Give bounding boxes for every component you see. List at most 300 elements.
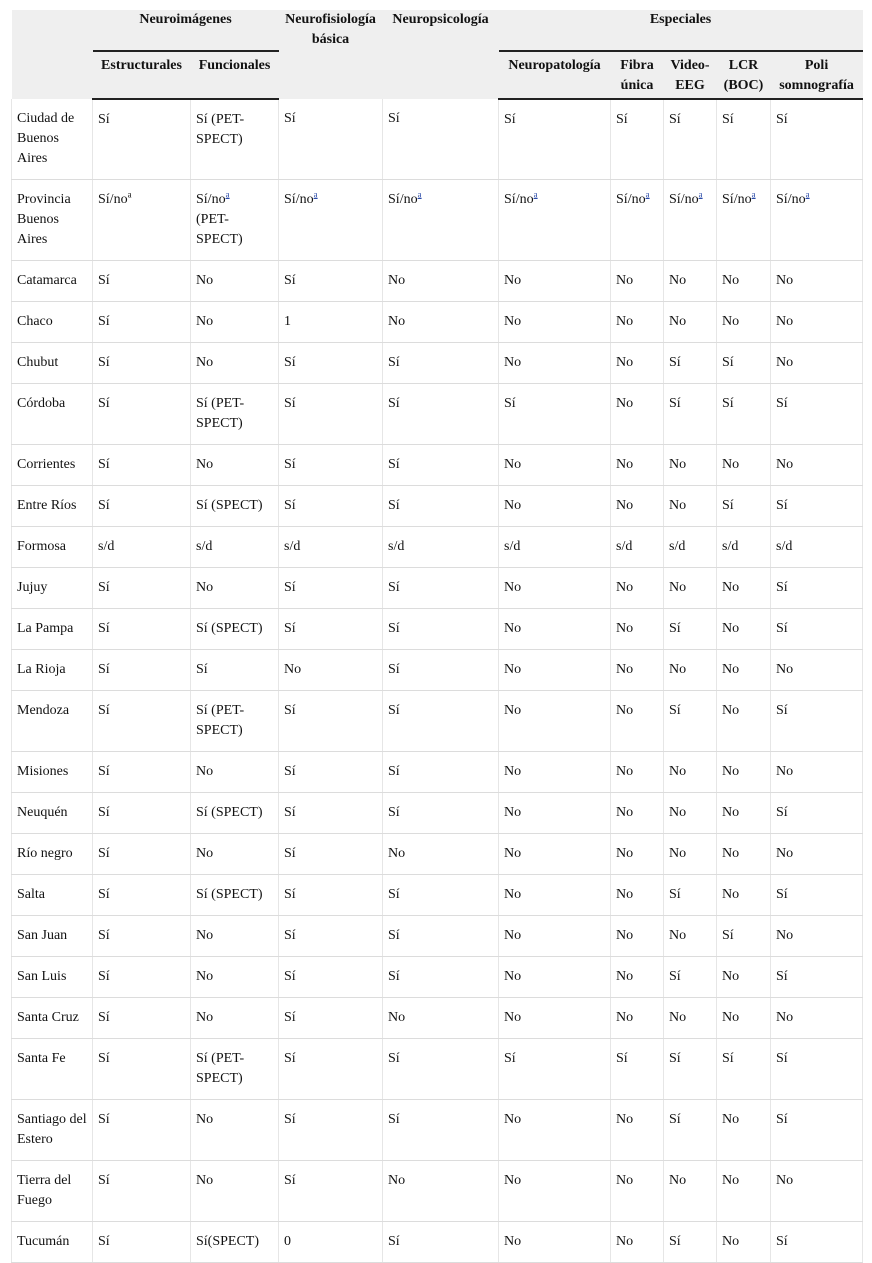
cell-value: Sí (669, 112, 681, 127)
cell-value: Sí (776, 112, 788, 127)
table-cell (383, 486, 499, 527)
table-cell (664, 916, 717, 957)
table-cell (611, 99, 664, 180)
province-name: Formosa (12, 527, 93, 568)
table-cell (93, 1161, 191, 1222)
table-cell (664, 1039, 717, 1100)
table-cell (717, 1161, 771, 1222)
cell-value: Sí (284, 846, 296, 861)
cell-value: Sí/no (616, 192, 646, 207)
table-cell (611, 916, 664, 957)
table-cell (383, 752, 499, 793)
cell-value: No (196, 1173, 214, 1188)
table-cell (717, 568, 771, 609)
cell-value: No (722, 314, 740, 329)
table-cell (93, 99, 191, 180)
table-cell (771, 384, 863, 445)
table-cell (664, 834, 717, 875)
cell-value: No (722, 580, 740, 595)
cell-value: No (196, 969, 214, 984)
table-cell (611, 1161, 664, 1222)
cell-value: No (776, 764, 794, 779)
table-cell (383, 1161, 499, 1222)
table-cell (499, 1161, 611, 1222)
cell-value: No (504, 1234, 522, 1249)
table-cell (664, 568, 717, 609)
table-cell (93, 180, 191, 261)
cell-value: No (504, 1173, 522, 1188)
table-cell (664, 99, 717, 180)
table-cell (279, 1039, 383, 1100)
cell-value: Sí (669, 1112, 681, 1127)
table-cell (191, 691, 279, 752)
cell-value: No (504, 457, 522, 472)
table-cell (611, 384, 664, 445)
table-cell (93, 793, 191, 834)
table-row (12, 302, 863, 343)
province-name: Santa Cruz (12, 998, 93, 1039)
table-row (12, 998, 863, 1039)
table-cell (611, 875, 664, 916)
table-cell (93, 261, 191, 302)
cell-value: Sí (98, 846, 110, 861)
table-cell (664, 180, 717, 261)
cell-value: No (616, 969, 634, 984)
table-row (12, 834, 863, 875)
cell-value: No (504, 846, 522, 861)
table-cell (771, 650, 863, 691)
table-cell (499, 793, 611, 834)
cell-value: Sí (388, 662, 400, 677)
cell-value: Sí (98, 580, 110, 595)
header-lcr-boc: LCR (BOC) (717, 51, 771, 99)
cell-value: Sí/no (722, 192, 752, 207)
table-cell (717, 1222, 771, 1263)
table-cell (771, 343, 863, 384)
cell-value: No (722, 887, 740, 902)
cell-value: s/d (284, 539, 301, 554)
table-row (12, 1100, 863, 1161)
cell-value: No (504, 621, 522, 636)
table-cell (383, 99, 499, 180)
cell-value: No (616, 662, 634, 677)
province-name: La Rioja (12, 650, 93, 691)
table-cell (499, 99, 611, 180)
table-cell (93, 445, 191, 486)
cell-value: Sí (284, 580, 296, 595)
cell-value: Sí (284, 1112, 296, 1127)
table-cell (771, 957, 863, 998)
cell-value: No (669, 846, 687, 861)
table-row (12, 691, 863, 752)
cell-value: No (196, 764, 214, 779)
table-cell (499, 916, 611, 957)
table-cell (191, 527, 279, 568)
cell-value: s/d (98, 539, 115, 554)
table-cell (611, 1039, 664, 1100)
table-cell (499, 261, 611, 302)
cell-value: Sí (669, 396, 681, 411)
cell-value: Sí (284, 1173, 296, 1188)
table-cell (93, 957, 191, 998)
table-cell (499, 691, 611, 752)
province-name: Santiago del Estero (12, 1100, 93, 1161)
table-row (12, 957, 863, 998)
table-cell (499, 1100, 611, 1161)
table-cell (383, 302, 499, 343)
cell-value: Sí (98, 1051, 110, 1066)
table-cell (717, 180, 771, 261)
table-cell (664, 261, 717, 302)
table-cell (279, 957, 383, 998)
cell-value: Sí (388, 355, 400, 370)
table-row (12, 527, 863, 568)
cell-value: Sí (196, 662, 208, 677)
header-video-eeg: Video-EEG (664, 51, 717, 99)
cell-value: No (616, 764, 634, 779)
cell-value: No (776, 355, 794, 370)
cell-value: Sí (SPECT) (196, 621, 263, 636)
table-cell (664, 343, 717, 384)
cell-value: Sí (284, 396, 296, 411)
table-cell (771, 916, 863, 957)
header-neuropsicologia: Neuropsicología (383, 10, 499, 99)
cell-value: Sí (284, 111, 296, 126)
table-cell (611, 998, 664, 1039)
cell-value: No (722, 805, 740, 820)
cell-value: No (504, 662, 522, 677)
table-cell (383, 1100, 499, 1161)
cell-value: Sí (776, 1234, 788, 1249)
cell-value: No (722, 273, 740, 288)
cell-value: Sí (284, 928, 296, 943)
table-cell (771, 752, 863, 793)
table-cell (664, 752, 717, 793)
cell-value: Sí (669, 969, 681, 984)
table-cell (499, 957, 611, 998)
table-row (12, 384, 863, 445)
table-cell (279, 343, 383, 384)
table-cell (191, 1161, 279, 1222)
table-cell (93, 486, 191, 527)
table-cell (279, 180, 383, 261)
cell-value: Sí (284, 969, 296, 984)
table-cell (191, 834, 279, 875)
cell-value: No (776, 662, 794, 677)
cell-value: No (196, 1112, 214, 1127)
cell-value: Sí (616, 1051, 628, 1066)
cell-value: Sí (98, 355, 110, 370)
cell-value: No (616, 805, 634, 820)
table-row (12, 445, 863, 486)
table-cell (717, 752, 771, 793)
table-cell (611, 793, 664, 834)
cell-value: No (504, 1112, 522, 1127)
footnote-mark[interactable]: a (751, 189, 756, 200)
table-cell (93, 834, 191, 875)
table-row (12, 99, 863, 180)
table-cell (93, 998, 191, 1039)
table-cell (383, 384, 499, 445)
cell-value: Sí (722, 498, 734, 513)
cell-value: No (504, 969, 522, 984)
table-cell (499, 650, 611, 691)
table-cell (279, 793, 383, 834)
table-cell (717, 609, 771, 650)
table-cell (717, 527, 771, 568)
table-cell (771, 998, 863, 1039)
cell-value: No (196, 928, 214, 943)
table-cell (611, 486, 664, 527)
province-name: Río negro (12, 834, 93, 875)
cell-value: No (722, 1234, 740, 1249)
table-cell (191, 445, 279, 486)
header-polisomnografia: Poli somnografía (771, 51, 863, 99)
cell-value: Sí (722, 396, 734, 411)
cell-value: No (388, 1173, 406, 1188)
table-cell (717, 691, 771, 752)
cell-value: Sí (284, 498, 296, 513)
table-cell (93, 609, 191, 650)
cell-value: No (616, 703, 634, 718)
table-cell (717, 384, 771, 445)
footnote-mark[interactable]: a (645, 189, 650, 200)
table-cell (279, 998, 383, 1039)
table-cell (611, 261, 664, 302)
table-cell (191, 957, 279, 998)
province-name: Chubut (12, 343, 93, 384)
cell-value: No (616, 1234, 634, 1249)
cell-value: No (669, 314, 687, 329)
header-fibra-unica: Fibra única (611, 51, 664, 99)
cell-value: No (504, 314, 522, 329)
cell-value: Sí (776, 887, 788, 902)
table-cell (383, 650, 499, 691)
table-cell (383, 527, 499, 568)
cell-value: No (504, 928, 522, 943)
cell-value: No (504, 887, 522, 902)
cell-value: No (616, 355, 634, 370)
cell-value: Sí (388, 498, 400, 513)
cell-value: Sí (98, 457, 110, 472)
province-name: Neuquén (12, 793, 93, 834)
table-cell (93, 302, 191, 343)
footnote-mark[interactable]: a (698, 189, 703, 200)
footnote-mark[interactable]: a (417, 189, 422, 200)
header-estructurales: Estructurales (93, 51, 191, 99)
table-cell (191, 343, 279, 384)
table-row (12, 875, 863, 916)
table-cell (191, 875, 279, 916)
cell-value: Sí (722, 355, 734, 370)
footnote-mark: a (127, 189, 132, 200)
cell-value: Sí (98, 969, 110, 984)
cell-value: Sí (388, 396, 400, 411)
table-cell (717, 957, 771, 998)
cell-value: No (722, 662, 740, 677)
table-cell (771, 1100, 863, 1161)
cell-value: No (504, 580, 522, 595)
cell-value: No (776, 273, 794, 288)
cell-value: No (196, 355, 214, 370)
cell-value: Sí (388, 580, 400, 595)
table-cell (717, 998, 771, 1039)
cell-value: Sí (SPECT) (196, 498, 263, 513)
cell-value: Sí (776, 498, 788, 513)
cell-value: No (616, 314, 634, 329)
table-cell (499, 180, 611, 261)
cell-value: s/d (722, 539, 739, 554)
table-cell (771, 180, 863, 261)
cell-value: Sí (PET-SPECT) (196, 112, 245, 147)
table-cell (383, 691, 499, 752)
cell-value: No (722, 969, 740, 984)
province-name: Catamarca (12, 261, 93, 302)
table-cell (611, 343, 664, 384)
table-cell (93, 568, 191, 609)
cell-value: Sí (504, 396, 516, 411)
table-cell (611, 752, 664, 793)
cell-value: 1 (284, 314, 292, 329)
table-cell (664, 957, 717, 998)
table-cell (93, 1222, 191, 1263)
cell-value: Sí (284, 764, 296, 779)
table-cell (499, 609, 611, 650)
cell-value: No (722, 457, 740, 472)
cell-value: No (504, 764, 522, 779)
cell-value: Sí (284, 273, 296, 288)
table-cell (191, 486, 279, 527)
cell-value: Sí (669, 355, 681, 370)
cell-value: No (669, 1010, 687, 1025)
cell-value: Sí (98, 498, 110, 513)
table-cell (771, 527, 863, 568)
table-cell (771, 834, 863, 875)
footnote-mark[interactable]: a (225, 189, 230, 200)
cell-value: Sí/no (98, 192, 128, 207)
table-cell (499, 445, 611, 486)
cell-value: Sí (776, 396, 788, 411)
table-row (12, 180, 863, 261)
table-cell (499, 1222, 611, 1263)
cell-value: Sí (98, 703, 110, 718)
table-row (12, 650, 863, 691)
table-cell (611, 691, 664, 752)
cell-value: Sí/no (776, 192, 806, 207)
footnote-mark[interactable]: a (313, 189, 318, 200)
cell-value: Sí (98, 621, 110, 636)
cell-value: No (616, 846, 634, 861)
table-cell (717, 445, 771, 486)
cell-value: No (196, 580, 214, 595)
table-cell (93, 916, 191, 957)
table-body (12, 99, 863, 1263)
table-cell (191, 99, 279, 180)
cell-value: No (616, 498, 634, 513)
table-cell (611, 568, 664, 609)
cell-value: No (669, 764, 687, 779)
table-cell (499, 834, 611, 875)
table-cell (771, 1039, 863, 1100)
table-cell (771, 875, 863, 916)
cell-value: No (616, 580, 634, 595)
cell-value: No (616, 273, 634, 288)
table-cell (499, 568, 611, 609)
province-name: Tierra del Fuego (12, 1161, 93, 1222)
table-cell (93, 650, 191, 691)
table-row (12, 752, 863, 793)
table-cell (383, 261, 499, 302)
cell-value: Sí (388, 621, 400, 636)
cell-value: s/d (388, 539, 405, 554)
table-cell (771, 1161, 863, 1222)
cell-value: No (616, 928, 634, 943)
table-cell (191, 1222, 279, 1263)
table-cell (383, 875, 499, 916)
table-cell (279, 1100, 383, 1161)
table-cell (717, 834, 771, 875)
province-name: San Luis (12, 957, 93, 998)
table-cell (93, 1100, 191, 1161)
cell-value: Sí (722, 1051, 734, 1066)
table-row (12, 343, 863, 384)
table-cell (771, 445, 863, 486)
table-cell (771, 302, 863, 343)
cell-value: Sí (669, 887, 681, 902)
province-name: Córdoba (12, 384, 93, 445)
cell-value: No (196, 1010, 214, 1025)
table-cell (383, 445, 499, 486)
cell-value: Sí/no (504, 192, 534, 207)
cell-value: No (616, 396, 634, 411)
cell-value: Sí (SPECT) (196, 887, 263, 902)
cell-value: Sí/no (388, 192, 418, 207)
cell-value: Sí (284, 703, 296, 718)
data-table (11, 10, 863, 1263)
cell-value: No (196, 314, 214, 329)
table-cell (771, 793, 863, 834)
footnote-mark[interactable]: a (805, 189, 810, 200)
table-cell (279, 691, 383, 752)
cell-value: No (504, 498, 522, 513)
cell-value: Sí (388, 1051, 400, 1066)
cell-value: No (722, 846, 740, 861)
table-cell (279, 527, 383, 568)
table-cell (499, 527, 611, 568)
cell-value: 0 (284, 1234, 292, 1249)
cell-value: No (504, 273, 522, 288)
table-cell (664, 527, 717, 568)
cell-value: Sí (PET-SPECT) (196, 703, 245, 738)
cell-value-suffix: (PET-SPECT) (196, 212, 243, 247)
cell-value: Sí (284, 887, 296, 902)
table-cell (279, 568, 383, 609)
cell-value: Sí (504, 112, 516, 127)
cell-value: Sí (722, 928, 734, 943)
cell-value: Sí (388, 457, 400, 472)
table-cell (771, 486, 863, 527)
table-cell (383, 916, 499, 957)
cell-value: No (196, 846, 214, 861)
table-cell (771, 691, 863, 752)
table-row (12, 1039, 863, 1100)
table-cell (191, 752, 279, 793)
footnote-mark[interactable]: a (533, 189, 538, 200)
province-name: Entre Ríos (12, 486, 93, 527)
cell-value: s/d (616, 539, 633, 554)
cell-value: Sí (388, 969, 400, 984)
table-cell (611, 527, 664, 568)
